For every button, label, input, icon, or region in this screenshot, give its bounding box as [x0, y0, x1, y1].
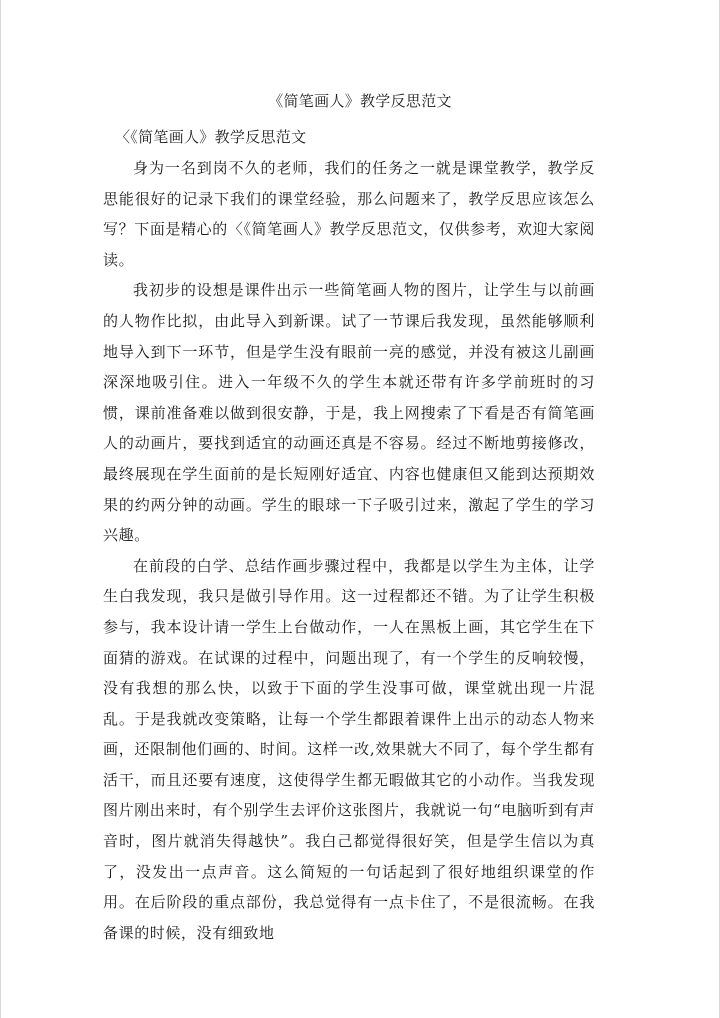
document-title: 《简笔画人》教学反思范文 [268, 92, 452, 110]
page-edge-left [0, 0, 1, 1018]
document-body [103, 153, 595, 948]
paragraph-initial-idea: 我初步的设想是课件出示一些简笔画人物的图片，让学生与以前画的人物作比拟，由此导入到新课。试了一节课后我发现，虽然能够顺利地导入到下一环节，但是学生没有眼前一亮的感觉，并没有被这儿副画深深地吸引住。进入一年级不久的学生本就还带有许多学前班时的习惯，课前准备难以做到很安静，于是，我上网搜索了下看是否有简笔画人的动画片，要找到适宜的动画还真是不容易。经过不断地剪接修改，最终展现在学生面前的是长短刚好适宜、内容也健康但又能到达预期效果的约两分钟的动画。学生的眼球一下子吸引过来，激起了学生的学习兴趣。 [103, 281, 595, 545]
document-subtitle: 〈《简笔画人》教学反思范文 [115, 128, 307, 146]
paragraph-intro: 身为一名到岗不久的老师，我们的任务之一就是课堂教学，教学反思能很好的记录下我们的课堂经验，那么问题来了，教学反思应该怎么写？下面是精心的〈《简笔画人》教学反思范文，仅供参考，欢迎大家阅读。 [103, 159, 595, 269]
paragraph-self-study: 在前段的白学、总结作画步骤过程中，我都是以学生为主体，让学生白我发现，我只是做引导作用。这一过程都还不错。为了让学生积极参与，我本设计请一学生上台做动作，一人在黑板上画，其它学生在下面猜的游戏。在试课的过程中，问题出现了，有一个学生的反响较慢，没有我想的那么快，以致于下面的学生没事可做，课堂就出现一片混乱。于是我就改变策略，让每一个学生都跟着课件上出示的动态人物来画，还限制他们画的、时间。这样一改,效果就大不同了，每个学生都有活干，而且还要有速度，这使得学生都无暇做其它的小动作。当我发现图片刚出来时，有个别学生去评价这张图片，我就说一句“电脑听到有声音时，图片就消失得越快”。我白己都觉得很好笑，但是学生信以为真了，没发出一点声音。这么简短的一句话起到了很好地组织课堂的作用。在后阶段的重点部份，我总觉得有一点卡住了，不是很流畅。在我备课的时候，没有细致地 [103, 556, 595, 942]
